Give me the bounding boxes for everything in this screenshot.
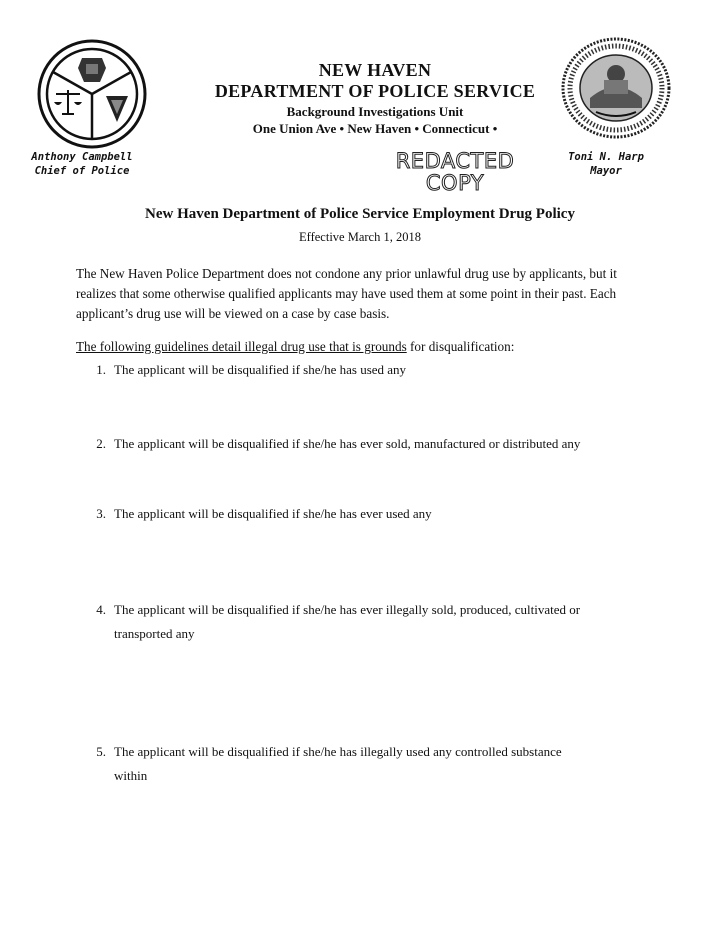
chief-name: Anthony Campbell xyxy=(31,151,133,163)
item-text-line-2: transported any xyxy=(114,626,195,641)
mayor-signatory xyxy=(546,150,666,178)
effective-date: Effective March 1, 2018 xyxy=(299,230,421,244)
header-address: One Union Ave • New Haven • Connecticut • xyxy=(252,121,498,136)
department-logo xyxy=(36,38,148,150)
mayor-name: Toni N. Harp xyxy=(568,151,644,163)
item-text-line-2: within xyxy=(114,768,148,783)
list-item xyxy=(84,740,644,792)
item-text: The applicant will be disqualified if she/he has used any xyxy=(114,362,407,377)
item-number: 2. xyxy=(96,436,106,451)
item-text-line-1: The applicant will be disqualified if she/he has illegally used any controlled substance xyxy=(114,744,562,759)
list-item xyxy=(84,432,644,462)
chief-title: Chief of Police xyxy=(34,165,130,177)
item-text-line-1: The applicant will be disqualified if she/he has ever illegally sold, produced, cultivated or xyxy=(114,602,581,617)
list-item xyxy=(84,598,644,650)
item-number: 4. xyxy=(96,602,106,617)
item-text: The applicant will be disqualified if she/he has ever sold, manufactured or distributed any xyxy=(114,436,581,451)
list-item xyxy=(84,358,644,388)
stamp-line-2: COPY xyxy=(425,171,485,195)
list-item xyxy=(84,502,644,532)
stamp-line-1: REDACTED xyxy=(395,149,515,173)
item-number: 3. xyxy=(96,506,106,521)
intro-paragraph: The New Haven Police Department does not condone any prior unlawful drug use by applicants, but it realizes that some otherwise qualified applicants may have used them at some point in their past. Each applicant’s drug use will be viewed on a case by case basis. xyxy=(76,266,617,321)
item-number: 1. xyxy=(96,362,106,377)
guidelines-rest: for disqualification: xyxy=(406,339,515,354)
item-text xyxy=(114,598,634,646)
header-city: NEW HAVEN xyxy=(318,60,432,80)
guidelines-heading xyxy=(76,339,636,355)
guidelines-underlined: The following guidelines detail illegal drug use that is grounds xyxy=(76,339,407,354)
item-text: The applicant will be disqualified if she/he has ever used any xyxy=(114,506,432,521)
redacted-copy-stamp xyxy=(370,150,540,194)
header-department: DEPARTMENT OF POLICE SERVICE xyxy=(214,81,536,101)
item-number: 5. xyxy=(96,744,106,759)
document-title: New Haven Department of Police Service Employment Drug Policy xyxy=(145,206,575,222)
city-seal xyxy=(560,36,672,140)
chief-signatory xyxy=(22,150,142,178)
header-unit: Background Investigations Unit xyxy=(286,104,464,119)
item-text xyxy=(114,740,634,788)
mayor-title: Mayor xyxy=(590,165,622,177)
